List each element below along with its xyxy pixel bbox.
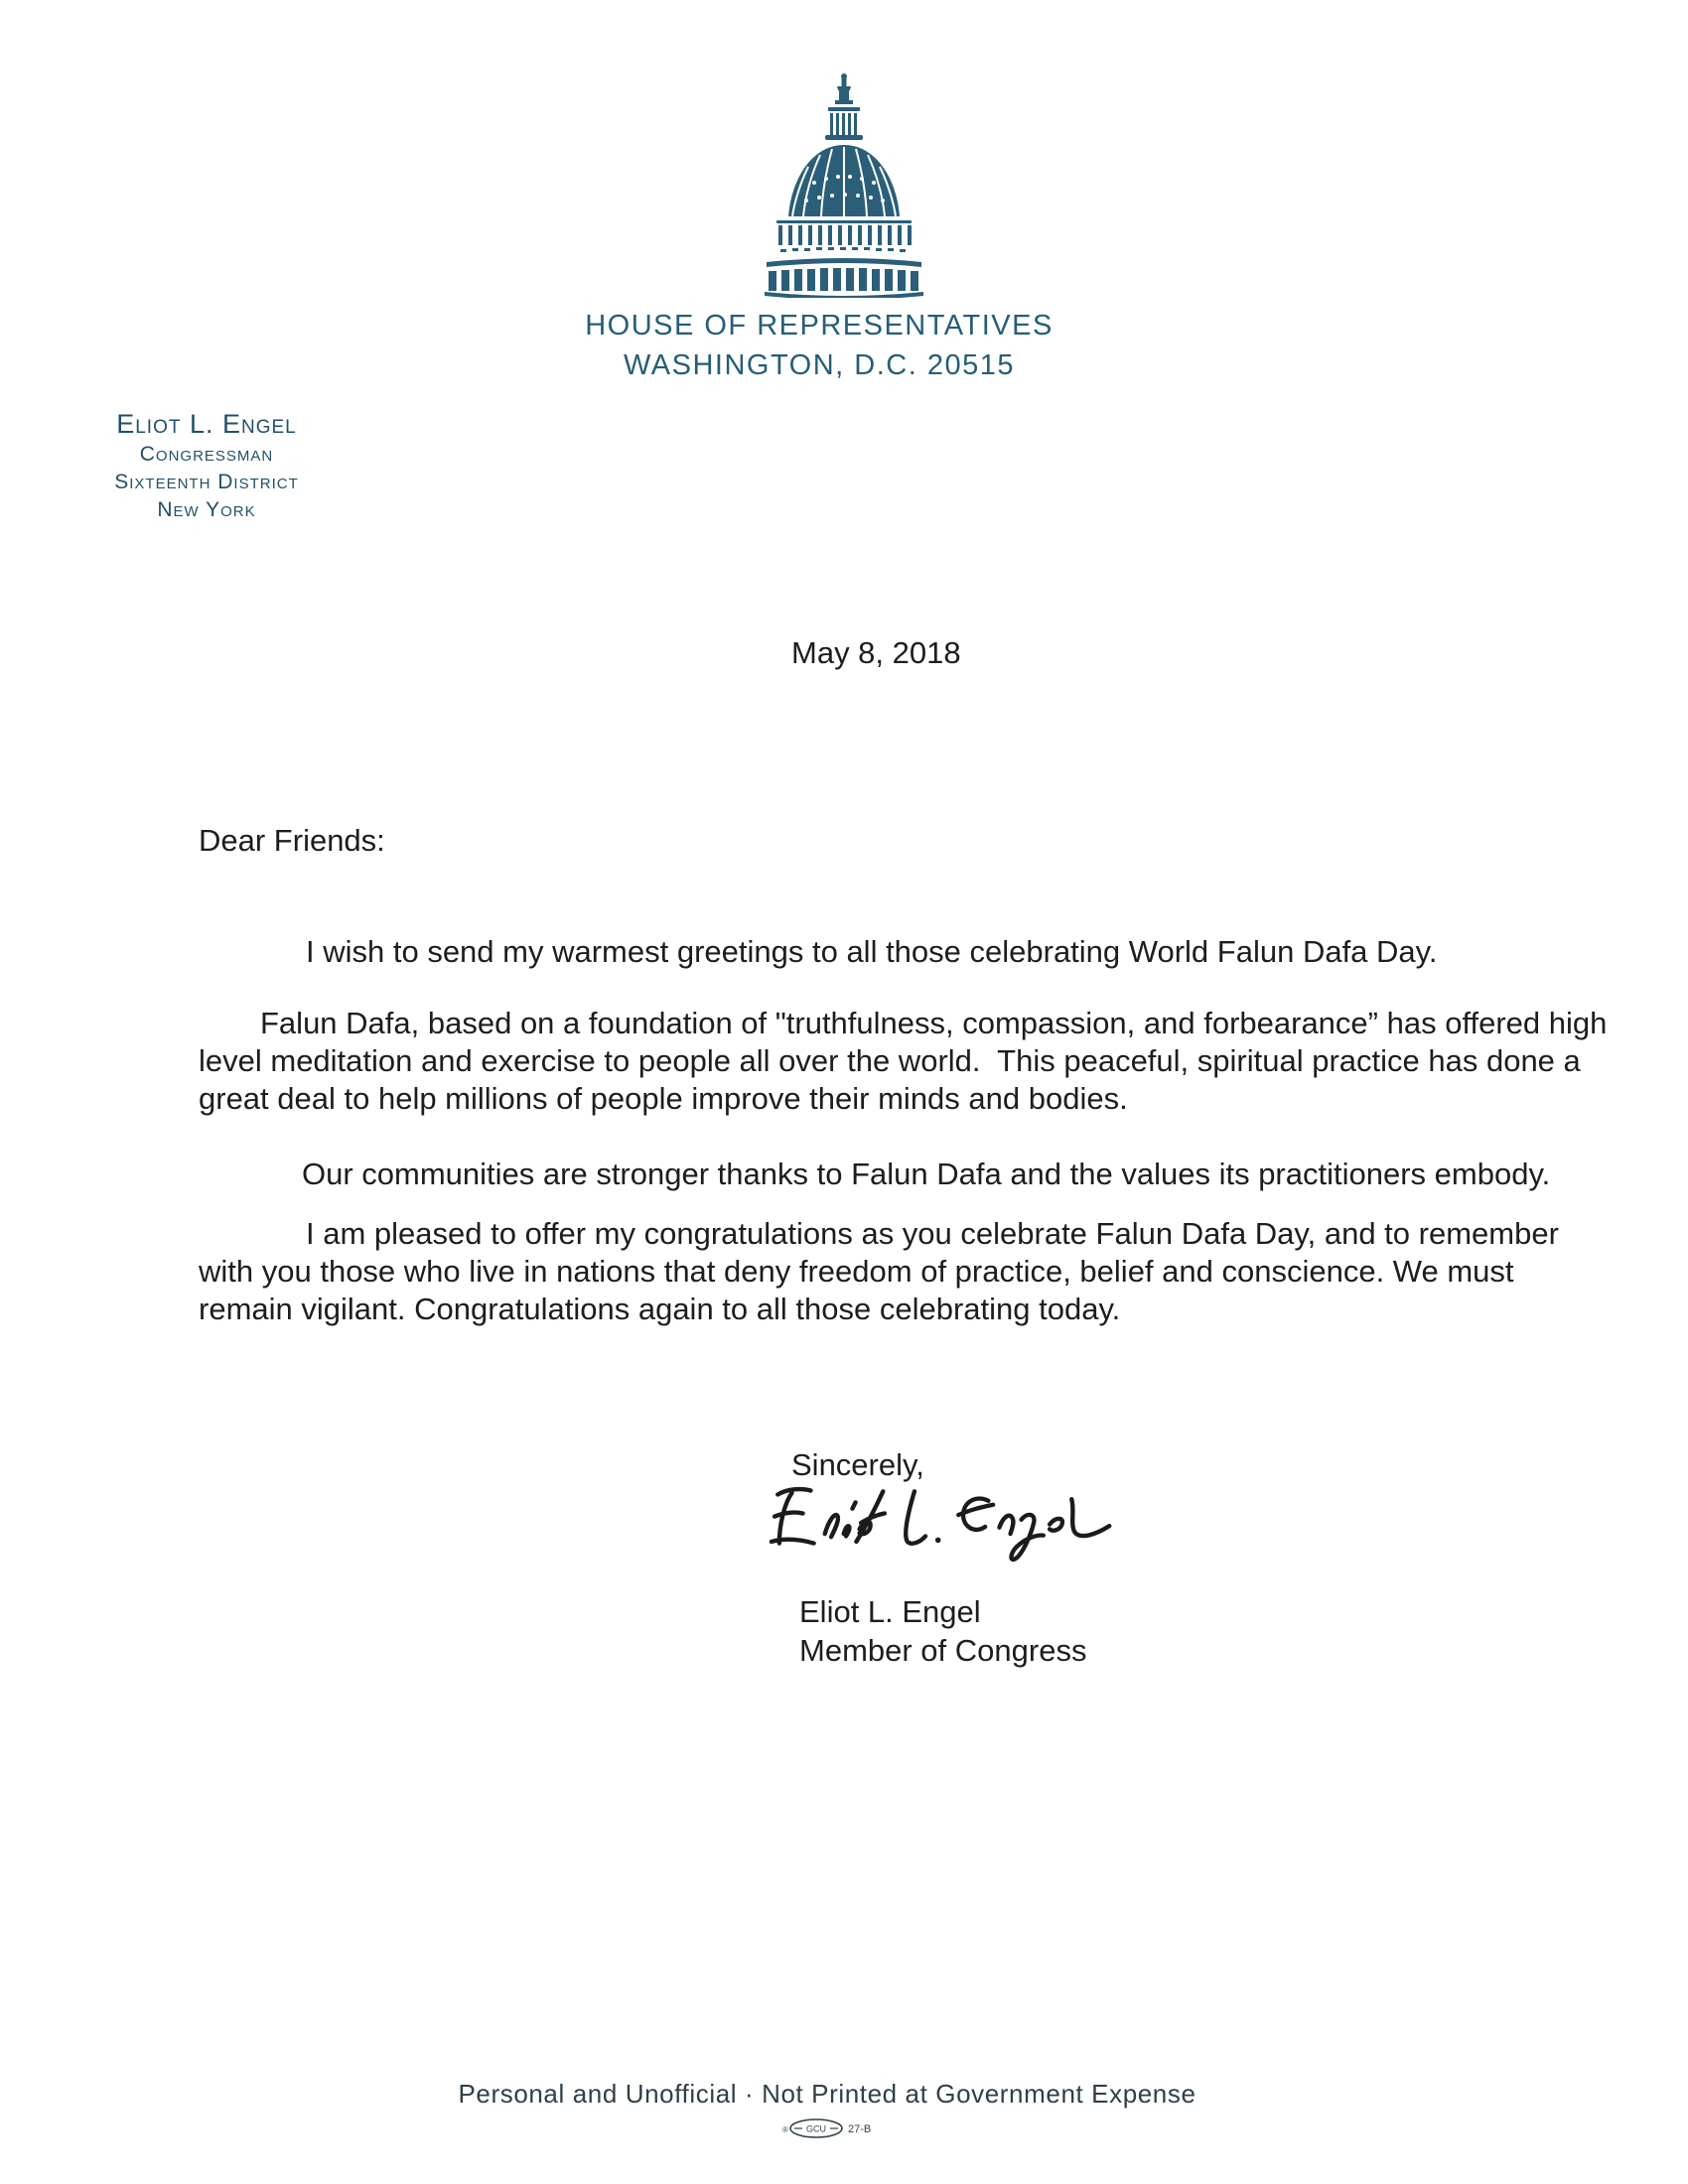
body-line: with you those who live in nations that deny freedom of practice, belief and conscience. We must — [199, 1254, 1514, 1289]
body-line: I am pleased to offer my congratulations as you celebrate Falun Dafa Day, and to remember — [306, 1216, 1559, 1251]
typed-signature-block — [799, 1592, 1086, 1670]
salutation: Dear Friends: — [199, 823, 385, 858]
sender-block — [38, 407, 375, 524]
body-line: Falun Dafa, based on a foundation of "truthfulness, compassion, and forbearance” has offered high — [260, 1006, 1608, 1040]
letter-date: May 8, 2018 — [791, 635, 961, 670]
signature-image — [745, 1469, 1114, 1587]
paragraph-3 — [199, 1156, 1589, 1193]
svg-text:®: ® — [782, 2125, 788, 2134]
letterhead — [472, 306, 1167, 385]
sender-district: Sixteenth District — [114, 471, 299, 493]
body-line: remain vigilant. Congratulations again to all those celebrating today. — [199, 1292, 1121, 1326]
sender-title: Congressman — [139, 443, 274, 466]
body-paragraphs — [199, 933, 1608, 1328]
footer-notice: Personal and Unofficial · Not Printed at Government Expense — [458, 2079, 1196, 2109]
typed-title: Member of Congress — [799, 1633, 1087, 1668]
letter-body — [199, 822, 1608, 1328]
svg-text:GCU: GCU — [806, 2123, 826, 2134]
body-line: level meditation and exercise to people all over the world. This peaceful, spiritual practice has done a — [199, 1043, 1581, 1078]
paragraph-4 — [199, 1215, 1589, 1328]
body-line: great deal to help millions of people improve their minds and bodies. — [199, 1081, 1128, 1116]
paragraph-1 — [199, 933, 1589, 971]
sender-name: Eliot L. Engel — [116, 409, 297, 439]
body-line: Our communities are stronger thanks to Falun Dafa and the values its practitioners embody. — [302, 1157, 1551, 1191]
letterhead-org: HOUSE OF REPRESENTATIVES — [585, 310, 1054, 341]
paragraph-2 — [199, 1005, 1608, 1118]
body-line: I wish to send my warmest greetings to all those celebrating World Falun Dafa Day. — [306, 934, 1438, 969]
sender-state: New York — [157, 498, 256, 521]
letterhead-address: WASHINGTON, D.C. 20515 — [624, 349, 1015, 381]
union-bug-icon — [0, 2116, 1668, 2145]
valediction: Sincerely, — [791, 1447, 924, 1482]
typed-name: Eliot L. Engel — [799, 1594, 981, 1629]
capitol-dome-icon — [765, 71, 923, 298]
svg-text:27-B: 27-B — [848, 2123, 872, 2135]
